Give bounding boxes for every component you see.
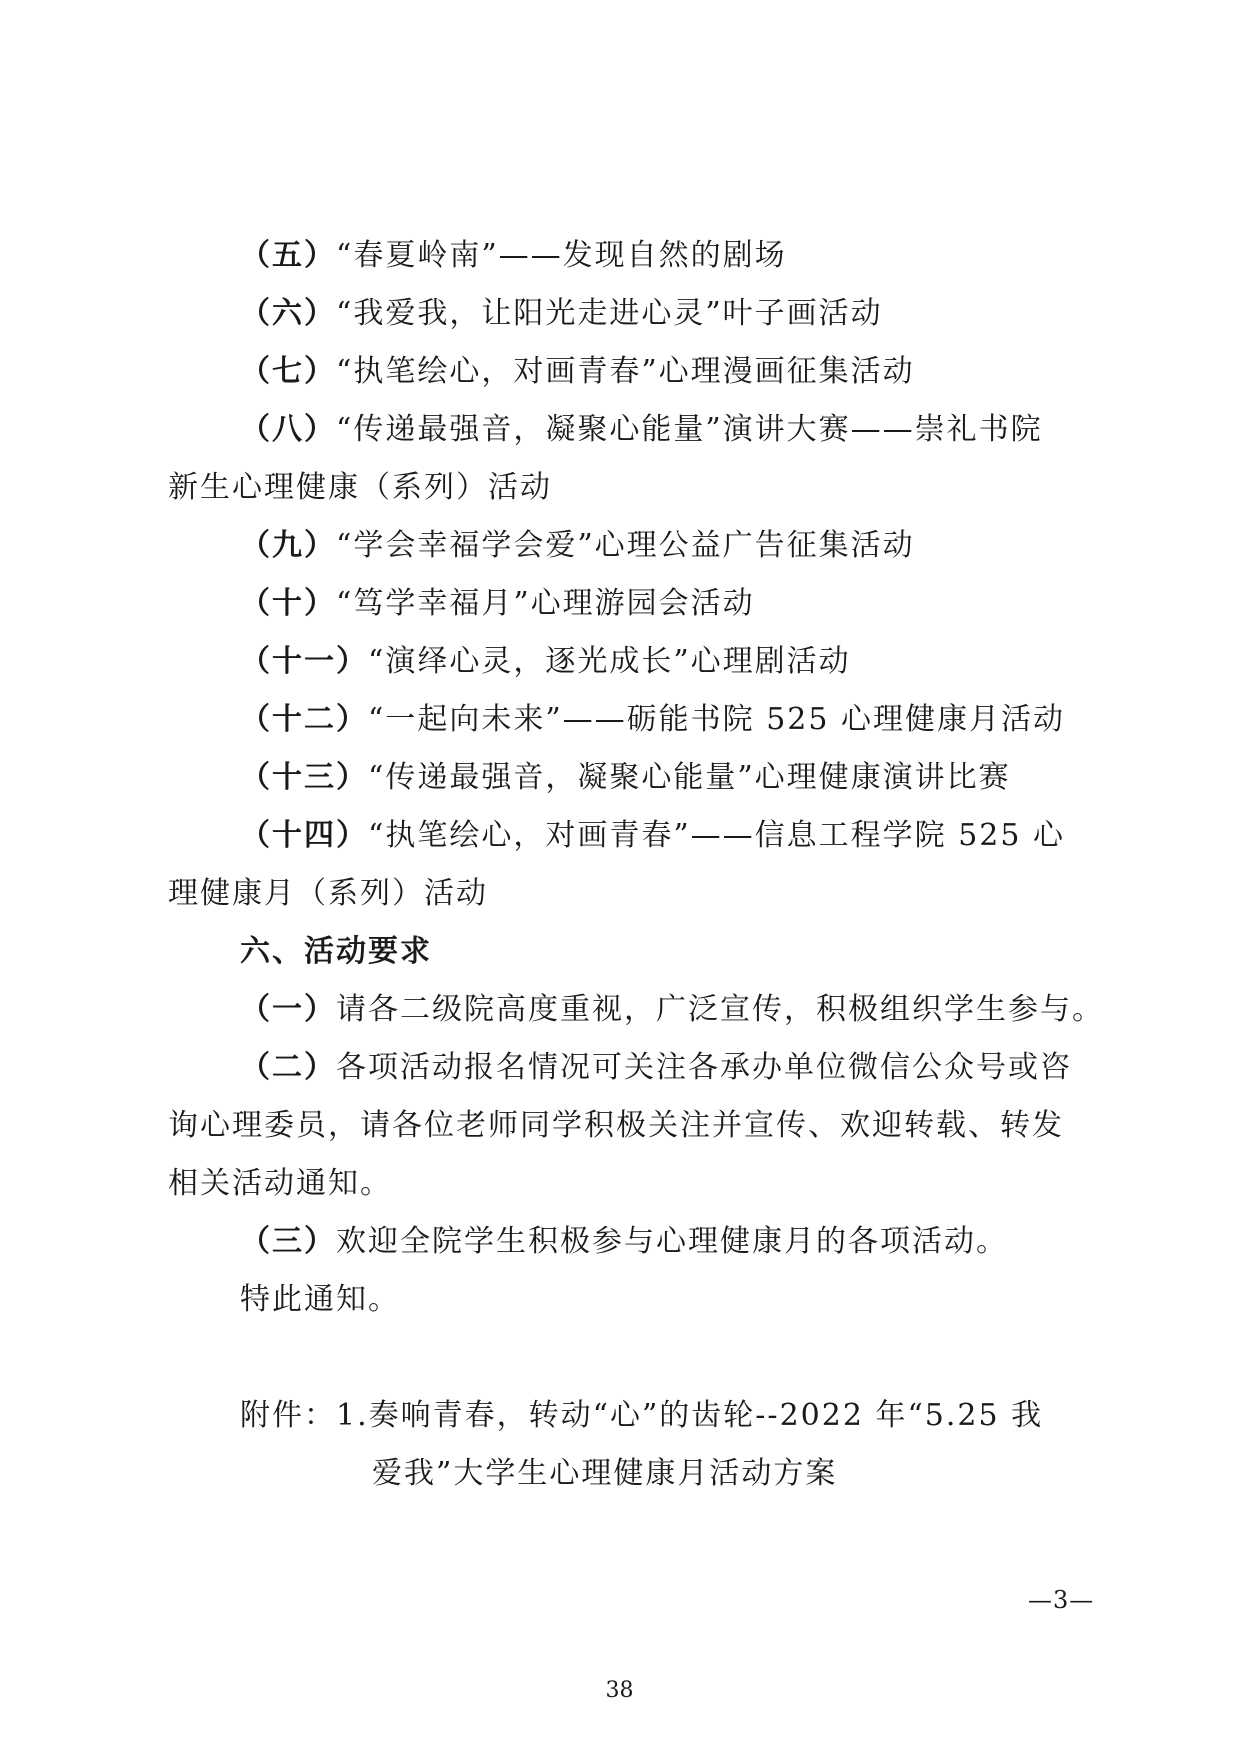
attachment-line: 爱我”大学生心理健康月活动方案	[372, 1456, 838, 1491]
item-number: （十二）	[240, 702, 368, 737]
document-page-number: —3—	[1028, 1586, 1095, 1614]
attachment-line: 附件：1.奏响青春，转动“心”的齿轮--2022 年“5.25 我	[240, 1398, 1044, 1433]
item-text: “我爱我，让阳光走进心灵”叶子画活动	[336, 296, 883, 331]
item-text: “传递最强音，凝聚心能量”演讲大赛——崇礼书院	[336, 412, 1043, 447]
item-number: （五）	[240, 238, 336, 273]
requirement-number: （一）	[240, 992, 336, 1027]
list-item	[240, 353, 915, 391]
list-item	[240, 585, 755, 623]
requirement-continuation: 相关活动通知。	[168, 1166, 392, 1201]
list-item	[240, 411, 1043, 449]
requirement-number: （二）	[240, 1050, 336, 1085]
section-heading: 六、活动要求	[240, 934, 432, 969]
requirement-continuation: 询心理委员，请各位老师同学积极关注并宣传、欢迎转载、转发	[168, 1108, 1064, 1143]
item-text: “传递最强音，凝聚心能量”心理健康演讲比赛	[368, 760, 1011, 795]
requirement-item	[240, 1049, 1072, 1087]
item-text: “演绎心灵，逐光成长”心理剧活动	[368, 644, 851, 679]
item-number: （八）	[240, 412, 336, 447]
item-text: “执笔绘心，对画青春”——信息工程学院 525 心	[368, 818, 1066, 853]
item-number: （七）	[240, 354, 336, 389]
requirement-text: 各项活动报名情况可关注各承办单位微信公众号或咨	[336, 1050, 1072, 1085]
scan-page-number: 38	[605, 1678, 634, 1703]
item-text: “春夏岭南”——发现自然的剧场	[336, 238, 787, 273]
item-text: “笃学幸福月”心理游园会活动	[336, 586, 755, 621]
item-number: （九）	[240, 528, 336, 563]
list-item-continuation: 新生心理健康（系列）活动	[168, 470, 552, 505]
list-item	[240, 701, 1065, 739]
requirement-item	[240, 1223, 1008, 1261]
item-text: “一起向未来”——砺能书院 525 心理健康月活动	[368, 702, 1066, 737]
item-text: “执笔绘心，对画青春”心理漫画征集活动	[336, 354, 915, 389]
item-number: （十一）	[240, 644, 368, 679]
item-text: “学会幸福学会爱”心理公益广告征集活动	[336, 528, 915, 563]
list-item	[240, 643, 851, 681]
item-number: （十四）	[240, 818, 368, 853]
item-number: （六）	[240, 296, 336, 331]
item-number: （十）	[240, 586, 336, 621]
requirement-text: 请各二级院高度重视，广泛宣传，积极组织学生参与。	[336, 992, 1104, 1027]
list-item	[240, 237, 787, 275]
list-item	[240, 527, 915, 565]
closing-text: 特此通知。	[240, 1282, 400, 1317]
requirement-item	[240, 991, 1104, 1029]
list-item-continuation: 理健康月（系列）活动	[168, 876, 488, 911]
list-item	[240, 295, 883, 333]
list-item	[240, 817, 1065, 855]
requirement-text: 欢迎全院学生积极参与心理健康月的各项活动。	[336, 1224, 1008, 1259]
item-number: （十三）	[240, 760, 368, 795]
requirement-number: （三）	[240, 1224, 336, 1259]
list-item	[240, 759, 1011, 797]
